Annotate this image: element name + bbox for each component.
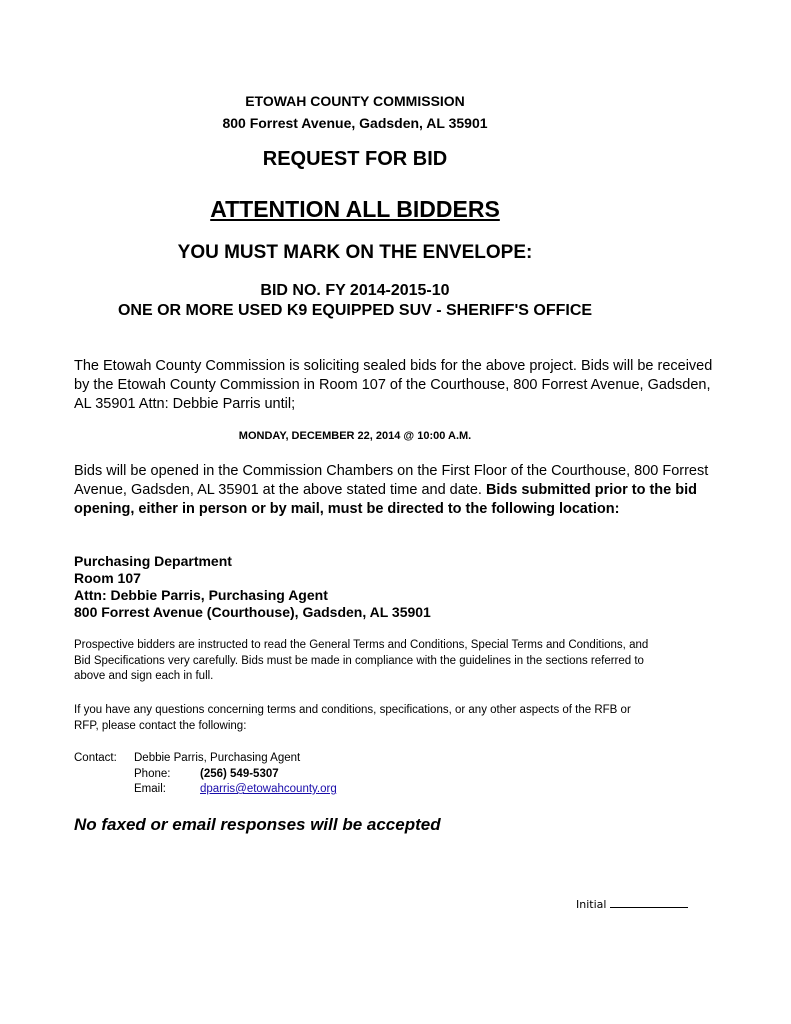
bid-deadline: MONDAY, DECEMBER 22, 2014 @ 10:00 A.M. bbox=[238, 430, 472, 442]
bid-number: BID NO. FY 2014-2015-10 bbox=[260, 282, 450, 299]
purchasing-room: Room 107 bbox=[74, 570, 141, 586]
contact-label: Contact: bbox=[74, 752, 117, 764]
envelope-instruction: YOU MUST MARK ON THE ENVELOPE: bbox=[177, 242, 533, 263]
org-name: ETOWAH COUNTY COMMISSION bbox=[245, 93, 465, 109]
initial-line bbox=[610, 898, 688, 908]
email-label: Email: bbox=[134, 783, 166, 795]
questions-paragraph: If you have any questions concerning terms and conditions, specifications, or any other aspects of the RFB or RFP, please contact the following: bbox=[74, 704, 631, 732]
purchasing-address-block bbox=[74, 553, 431, 621]
opening-text: Bids will be opened in the Commission Chambers on the First Floor of the Courthouse, 800 Forrest Avenue, Gadsden, AL 35901 at the above stated time and date. bbox=[74, 463, 709, 498]
no-fax-notice: No faxed or email responses will be accepted bbox=[74, 815, 441, 834]
purchasing-department: Purchasing Department bbox=[74, 553, 232, 569]
initial-label: Initial bbox=[576, 898, 607, 911]
purchasing-street: 800 Forrest Avenue (Courthouse), Gadsden, AL 35901 bbox=[74, 604, 431, 620]
contact-name: Debbie Parris, Purchasing Agent bbox=[134, 752, 301, 764]
purchasing-attn: Attn: Debbie Parris, Purchasing Agent bbox=[74, 587, 328, 603]
phone-label: Phone: bbox=[134, 767, 171, 780]
page-title: REQUEST FOR BID bbox=[262, 148, 448, 170]
org-address: 800 Forrest Avenue, Gadsden, AL 35901 bbox=[222, 115, 488, 131]
initial-field bbox=[576, 898, 688, 911]
prospective-paragraph: Prospective bidders are instructed to read the General Terms and Conditions, Special Terms and Conditions, and Bid Specifications very carefully. Bids must be made in compliance with the guidelines in the sections referred to above and sign each in full. bbox=[74, 639, 649, 682]
attention-heading: ATTENTION ALL BIDDERS bbox=[210, 196, 500, 222]
opening-bold-text: Bids submitted prior to the bid opening, either in person or by mail, must be directed to the following location: bbox=[74, 482, 698, 517]
phone-number: (256) 549-5307 bbox=[200, 767, 279, 780]
email-link[interactable]: dparris@etowahcounty.org bbox=[200, 783, 337, 795]
bid-description: ONE OR MORE USED K9 EQUIPPED SUV - SHERIFF'S OFFICE bbox=[117, 302, 593, 319]
intro-paragraph: The Etowah County Commission is soliciting sealed bids for the above project. Bids will be received by the Etowah County Commission in Room 107 of the Courthouse, 800 Forrest Avenue, Gadsden, AL 35901 Attn: Debbie Parris until; bbox=[74, 358, 713, 412]
opening-paragraph bbox=[74, 462, 714, 519]
